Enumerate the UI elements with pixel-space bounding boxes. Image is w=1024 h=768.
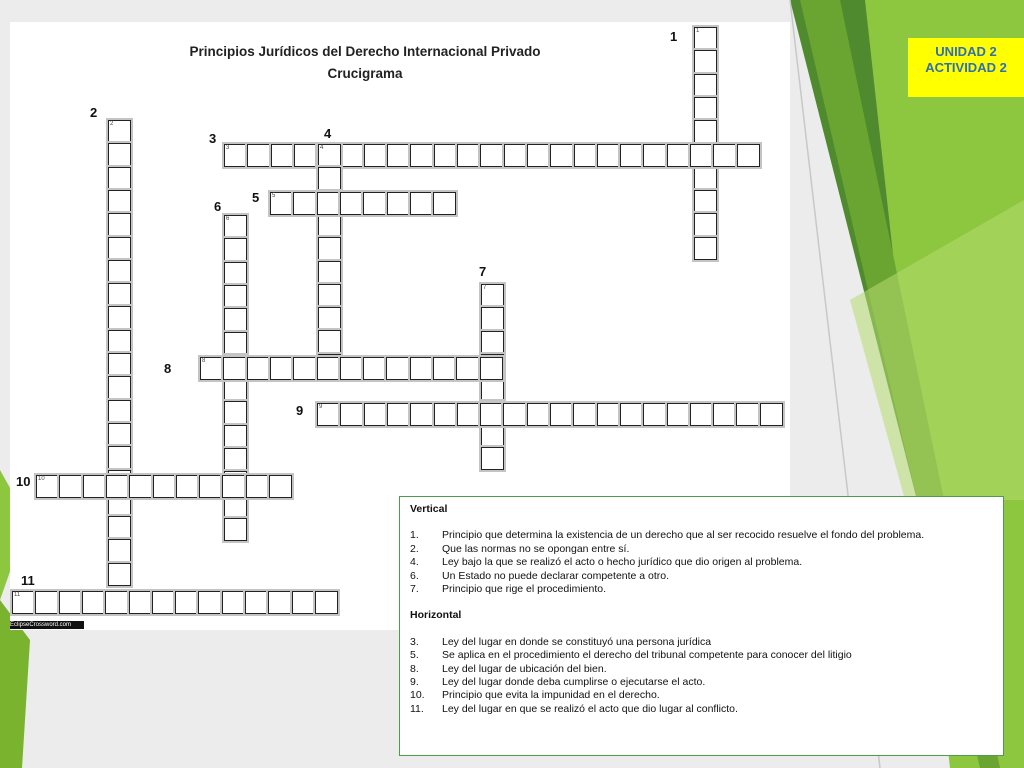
- cell-number: 2: [110, 121, 114, 127]
- crossword-cell: [694, 167, 717, 190]
- crossword-cell: [481, 447, 504, 470]
- crossword-cell: [108, 120, 131, 143]
- cell-number: 1: [696, 28, 700, 34]
- crossword-label-4: 4: [324, 126, 332, 141]
- crossword-cell: [152, 591, 175, 614]
- crossword-cell: [434, 144, 457, 167]
- crossword-cell: [224, 378, 247, 401]
- crossword-cell: [597, 403, 620, 426]
- crossword-cell: [105, 591, 128, 614]
- crossword-cell: [222, 475, 245, 498]
- clue-text: Ley del lugar en donde se constituyó una persona jurídica: [442, 635, 712, 648]
- horizontal-clue-item: [410, 636, 993, 649]
- clue-number: 10.: [410, 689, 425, 702]
- crossword-cell: [108, 423, 131, 446]
- clue-number: 6.: [410, 569, 419, 582]
- crossword-cell: [363, 192, 386, 215]
- crossword-cell: [340, 403, 363, 426]
- cell-number: 7: [483, 285, 487, 291]
- clue-text: Principio que determina la existencia de un derecho que al ser recocido resuelve el fondo del problema.: [442, 529, 925, 542]
- crossword-cell: [108, 167, 131, 190]
- crossword-cell: [318, 144, 341, 167]
- crossword-cell: [318, 214, 341, 237]
- clue-number: 4.: [410, 556, 419, 569]
- vertical-clue-item: [410, 529, 993, 542]
- crossword-cell: [527, 144, 550, 167]
- crossword-cell: [481, 331, 504, 354]
- crossword-cell: [108, 563, 131, 586]
- unit-label: UNIDAD 2: [935, 44, 997, 59]
- crossword-cell: [457, 144, 480, 167]
- crossword-cell: [318, 284, 341, 307]
- clue-number: 11.: [410, 702, 424, 715]
- crossword-cell: [268, 591, 291, 614]
- crossword-cell: [224, 262, 247, 285]
- crossword-cell: [108, 446, 131, 469]
- crossword-cell: [481, 307, 504, 330]
- crossword-cell: [363, 357, 386, 380]
- crossword-cell: [480, 403, 503, 426]
- crossword-cell: [387, 403, 410, 426]
- crossword-cell: [108, 516, 131, 539]
- horizontal-clue-item: [410, 663, 993, 676]
- crossword-cell: [713, 403, 736, 426]
- crossword-cell: [245, 591, 268, 614]
- crossword-cell: [224, 518, 247, 541]
- crossword-cell: [434, 403, 457, 426]
- crossword-cell: [574, 144, 597, 167]
- puzzle-subtitle: Crucigrama: [327, 66, 403, 81]
- crossword-cell: [224, 332, 247, 355]
- crossword-label-5: 5: [252, 190, 260, 205]
- crossword-cell: [223, 357, 246, 380]
- clue-text: Que las normas no se opongan entre sí.: [442, 542, 630, 555]
- crossword-cell: [364, 144, 387, 167]
- crossword-cell: [106, 475, 129, 498]
- crossword-cell: [694, 74, 717, 97]
- unit-badge: [908, 38, 1024, 97]
- cell-number: 8: [202, 358, 206, 364]
- crossword-cell: [690, 403, 713, 426]
- crossword-cell: [597, 144, 620, 167]
- crossword-cell: [108, 306, 131, 329]
- crossword-cell: [293, 357, 316, 380]
- crossword-cell: [108, 143, 131, 166]
- crossword-cell: [573, 403, 596, 426]
- clue-text: Se aplica en el procedimiento el derecho del tribunal competente para conocer del litigio: [442, 649, 852, 662]
- clue-number: 3.: [410, 635, 419, 648]
- crossword-cell: [224, 285, 247, 308]
- crossword-cell: [82, 591, 105, 614]
- crossword-cell: [364, 403, 387, 426]
- crossword-cell: [269, 475, 292, 498]
- crossword-label-2: 2: [90, 105, 98, 120]
- clue-text: Principio que rige el procedimiento.: [442, 583, 607, 596]
- crossword-cell: [690, 144, 713, 167]
- crossword-cell: [527, 403, 550, 426]
- crossword-cell: [224, 215, 247, 238]
- crossword-cell: [108, 376, 131, 399]
- crossword-cell: [224, 238, 247, 261]
- clues-box: [399, 496, 1004, 756]
- crossword-cell: [315, 591, 338, 614]
- clue-number: 8.: [410, 662, 419, 675]
- crossword-cell: [59, 591, 82, 614]
- crossword-cell: [224, 425, 247, 448]
- horizontal-clue-item: [410, 676, 993, 689]
- crossword-cell: [737, 144, 760, 167]
- crossword-cell: [222, 591, 245, 614]
- cell-number: 4: [320, 145, 324, 151]
- horizontal-clue-list: [410, 636, 993, 716]
- crossword-cell: [175, 591, 198, 614]
- clue-text: Ley del lugar en que se realizó el acto que dio lugar al conflicto.: [442, 702, 738, 715]
- crossword-cell: [433, 357, 456, 380]
- vertical-heading: Vertical: [410, 503, 448, 515]
- cell-number: 6: [226, 216, 230, 222]
- crossword-cell: [224, 401, 247, 424]
- crossword-cell: [318, 261, 341, 284]
- crossword-cell: [694, 50, 717, 73]
- crossword-cell: [694, 190, 717, 213]
- clue-text: Ley bajo la que se realizó el acto o hecho jurídico que dio origen al problema.: [442, 556, 803, 569]
- cell-number: 9: [319, 404, 323, 410]
- crossword-cell: [504, 144, 527, 167]
- crossword-label-10: 10: [16, 474, 31, 489]
- crossword-cell: [108, 539, 131, 562]
- crossword-cell: [667, 144, 690, 167]
- crossword-cell: [224, 495, 247, 518]
- crossword-cell: [456, 357, 479, 380]
- crossword-cell: [246, 475, 269, 498]
- crossword-cell: [270, 192, 293, 215]
- crossword-cell: [620, 144, 643, 167]
- cell-number: 5: [272, 193, 276, 199]
- vertical-clue-item: [410, 583, 993, 596]
- clue-text: Ley del lugar donde deba cumplirse o ejecutarse el acto.: [442, 676, 706, 689]
- crossword-cell: [550, 403, 573, 426]
- crossword-cell: [224, 448, 247, 471]
- crossword-cell: [760, 403, 783, 426]
- horizontal-heading: Horizontal: [410, 609, 462, 622]
- clue-text: Un Estado no puede declarar competente a otro.: [442, 569, 670, 582]
- crossword-label-7: 7: [479, 264, 487, 279]
- credit-text: EclipseCrossword.com: [10, 621, 84, 629]
- crossword-cell: [318, 307, 341, 330]
- activity-label: ACTIVIDAD 2: [925, 60, 1007, 75]
- crossword-cell: [35, 591, 58, 614]
- crossword-label-3: 3: [209, 131, 217, 146]
- crossword-cell: [108, 353, 131, 376]
- crossword-cell: [108, 400, 131, 423]
- crossword-cell: [457, 403, 480, 426]
- crossword-cell: [386, 357, 409, 380]
- crossword-cell: [317, 403, 340, 426]
- cell-number: 11: [14, 592, 21, 598]
- crossword-label-11: 11: [21, 573, 35, 588]
- clue-number: 1.: [410, 529, 419, 542]
- crossword-cell: [12, 591, 35, 614]
- crossword-cell: [271, 144, 294, 167]
- crossword-cell: [694, 213, 717, 236]
- horizontal-clue-item: [410, 689, 993, 702]
- crossword-cell: [199, 475, 222, 498]
- crossword-cell: [480, 144, 503, 167]
- crossword-cell: [694, 237, 717, 260]
- crossword-cell: [620, 403, 643, 426]
- crossword-cell: [270, 357, 293, 380]
- clue-number: 2.: [410, 542, 419, 555]
- crossword-cell: [318, 330, 341, 353]
- crossword-cell: [108, 260, 131, 283]
- crossword-cell: [387, 192, 410, 215]
- crossword-cell: [694, 120, 717, 143]
- crossword-cell: [153, 475, 176, 498]
- crossword-cell: [129, 591, 152, 614]
- crossword-cell: [318, 237, 341, 260]
- crossword-cell: [108, 213, 131, 236]
- clue-text: Principio que evita la impunidad en el derecho.: [442, 689, 660, 702]
- crossword-cell: [481, 424, 504, 447]
- crossword-cell: [108, 283, 131, 306]
- crossword-cell: [176, 475, 199, 498]
- clue-text: Ley del lugar de ubicación del bien.: [442, 662, 607, 675]
- cell-number: 10: [38, 476, 45, 482]
- crossword-cell: [198, 591, 221, 614]
- vertical-clue-item: [410, 543, 993, 556]
- crossword-cell: [200, 357, 223, 380]
- crossword-cell: [503, 403, 526, 426]
- crossword-cell: [410, 403, 433, 426]
- crossword-cell: [318, 167, 341, 190]
- crossword-cell: [340, 357, 363, 380]
- crossword-cell: [293, 192, 316, 215]
- crossword-cell: [713, 144, 736, 167]
- crossword-cell: [108, 330, 131, 353]
- crossword-cell: [481, 377, 504, 400]
- crossword-cell: [410, 357, 433, 380]
- vertical-clue-list: [410, 529, 993, 596]
- crossword-cell: [317, 357, 340, 380]
- crossword-cell: [129, 475, 152, 498]
- crossword-label-6: 6: [214, 199, 222, 214]
- vertical-clue-item: [410, 556, 993, 569]
- crossword-cell: [643, 403, 666, 426]
- crossword-cell: [481, 284, 504, 307]
- crossword-cell: [59, 475, 82, 498]
- crossword-label-8: 8: [164, 361, 172, 376]
- crossword-cell: [108, 190, 131, 213]
- crossword-label-1: 1: [670, 29, 678, 44]
- crossword-cell: [550, 144, 573, 167]
- crossword-cell: [292, 591, 315, 614]
- crossword-cell: [224, 308, 247, 331]
- crossword-cell: [340, 192, 363, 215]
- crossword-cell: [410, 144, 433, 167]
- crossword-cell: [694, 27, 717, 50]
- vertical-clue-item: [410, 570, 993, 583]
- crossword-cell: [433, 192, 456, 215]
- horizontal-clue-item: [410, 649, 993, 662]
- puzzle-title: Principios Jurídicos del Derecho Internacional Privado: [189, 44, 541, 59]
- crossword-cell: [387, 144, 410, 167]
- crossword-cell: [410, 192, 433, 215]
- cell-number: 3: [226, 145, 230, 151]
- crossword-cell: [36, 475, 59, 498]
- clue-number: 9.: [410, 676, 419, 689]
- crossword-cell: [108, 237, 131, 260]
- crossword-cell: [341, 144, 364, 167]
- crossword-cell: [294, 144, 317, 167]
- crossword-cell: [643, 144, 666, 167]
- crossword-cell: [694, 97, 717, 120]
- clue-number: 5.: [410, 649, 419, 662]
- crossword-label-9: 9: [296, 403, 304, 418]
- crossword-cell: [667, 403, 690, 426]
- crossword-cell: [247, 144, 270, 167]
- crossword-cell: [736, 403, 759, 426]
- crossword-cell: [480, 357, 503, 380]
- crossword-cell: [247, 357, 270, 380]
- crossword-cell: [83, 475, 106, 498]
- clue-number: 7.: [410, 583, 419, 596]
- crossword-cell: [224, 144, 247, 167]
- crossword-cell: [317, 192, 340, 215]
- horizontal-clue-item: [410, 703, 993, 716]
